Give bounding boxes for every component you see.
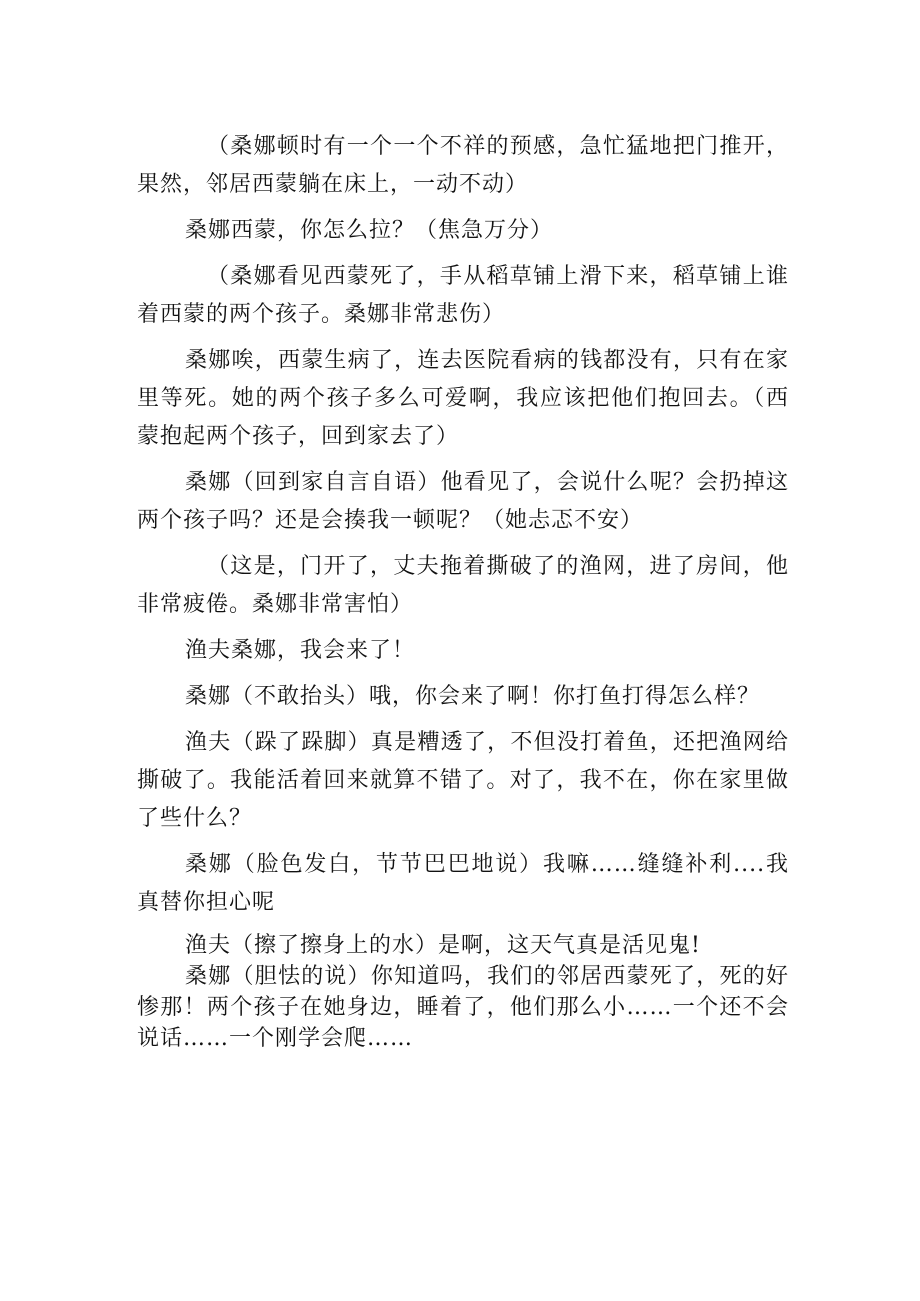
dialogue-paragraph: 渔夫（擦了擦身上的水）是啊，这天气真是活见鬼! bbox=[185, 933, 701, 958]
dialogue-paragraph: 桑娜（脸色发白，节节巴巴地说）我嘛……缝缝补利....我真替你担心呢 bbox=[137, 852, 789, 915]
dialogue-paragraph: 渔夫（跺了跺脚）真是糟透了，不但没打着鱼，还把渔网给撕破了。我能活着回来就算不错了。对了，我不在，你在家里做了些什么？ bbox=[137, 730, 789, 831]
dialogue-paragraph: 桑娜西蒙，你怎么拉？（焦急万分） bbox=[185, 218, 554, 243]
stage-direction-paragraph: （桑娜看见西蒙死了，手从稻草铺上滑下来，稻草铺上谁着西蒙的两个孩子。桑娜非常悲伤） bbox=[137, 264, 789, 327]
stage-direction-paragraph: （桑娜顿时有一个一个不祥的预感，急忙猛地把门推开，果然，邻居西蒙躺在床上，一动不动） bbox=[137, 134, 789, 197]
dialogue-paragraph: 渔夫桑娜，我会来了！ bbox=[185, 638, 416, 663]
dialogue-paragraph: 桑娜唉，西蒙生病了，连去医院看病的钱都没有，只有在家里等死。她的两个孩子多么可爱啊，我应该把他们抱回去。（西蒙抱起两个孩子，回到家去了） bbox=[137, 348, 789, 449]
dialogue-paragraph: 桑娜（胆怯的说）你知道吗，我们的邻居西蒙死了，死的好惨那！两个孩子在她身边，睡着了，他们那么小……一个还不会说话……一个刚学会爬…… bbox=[137, 964, 789, 1051]
dialogue-paragraph: 桑娜（不敢抬头）哦，你会来了啊！你打鱼打得怎么样？ bbox=[185, 684, 761, 709]
document-page bbox=[137, 128, 789, 1054]
dialogue-paragraph: 桑娜（回到家自言自语）他看见了，会说什么呢？会扔掉这两个孩子吗？还是会揍我一顿呢？（她忐忑不安） bbox=[137, 470, 789, 533]
stage-direction-paragraph: （这是，门开了，丈夫拖着撕破了的渔网，进了房间，他非常疲倦。桑娜非常害怕） bbox=[137, 554, 789, 617]
